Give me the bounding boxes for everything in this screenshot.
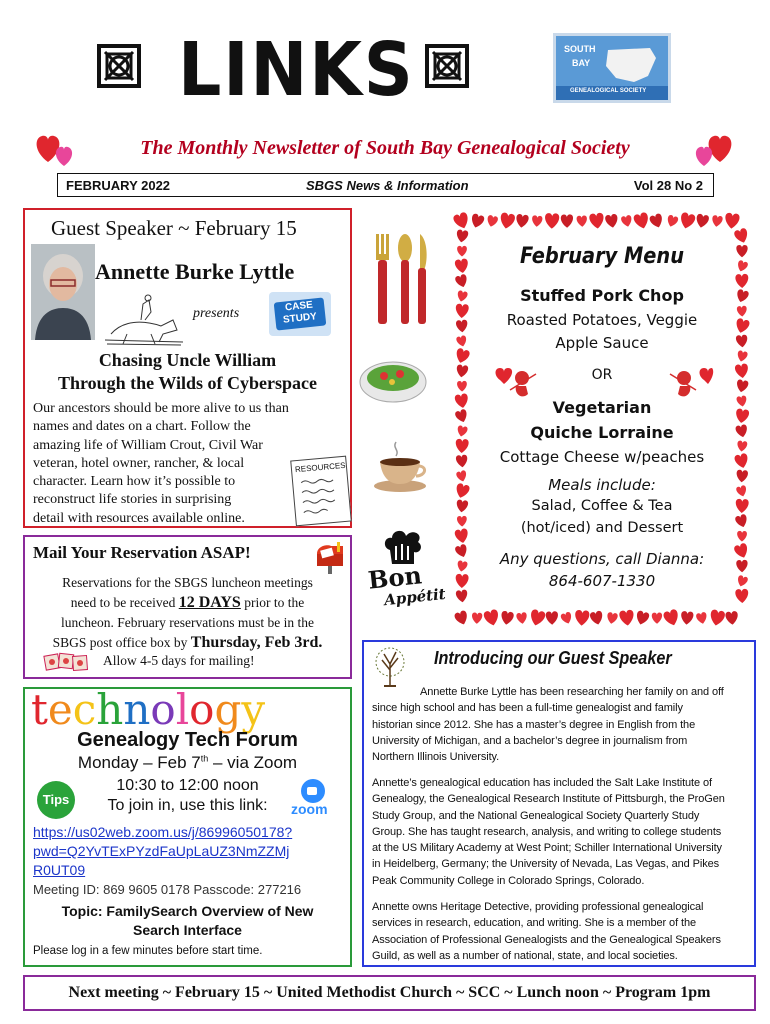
cutlery-icon (368, 232, 434, 328)
menu-item-sides: Roasted Potatoes, Veggie (506, 311, 698, 329)
menu-item-main: Stuffed Pork Chop (520, 286, 684, 305)
border-heart (456, 589, 469, 603)
border-heart (469, 213, 485, 229)
border-heart (709, 609, 726, 627)
logo-text-bay: BAY (572, 58, 591, 68)
technology-letter: t (31, 685, 48, 734)
border-heart (560, 611, 573, 625)
family-tree-icon (370, 646, 410, 688)
menu-phone: 864-607-1330 (548, 572, 656, 590)
intro-line: Genealogy, the Genealogical Research Institute of Pittsburgh, the ProGen (372, 793, 725, 806)
technology-letter: c (72, 685, 97, 734)
zoom-label: zoom (291, 801, 328, 817)
newsletter-subtitle: The Monthly Newsletter of South Bay Genealogical Society (140, 137, 630, 159)
menu-item-applesauce: Apple Sauce (555, 334, 649, 352)
technology-letter: o (150, 685, 176, 734)
border-heart (546, 611, 559, 625)
border-heart (528, 609, 546, 628)
intro-line: Association of Professional Genealogists and the Genealogical Speakers (372, 933, 721, 946)
border-heart (456, 229, 469, 243)
reservation-line2-post: prior to the (240, 595, 305, 610)
speaker-name: Annette Burke Lyttle (95, 259, 295, 284)
technology-letter: h (96, 685, 124, 734)
technology-letter: g (214, 685, 242, 734)
info-bar (57, 173, 714, 197)
logo-text-society: GENEALOGICAL SOCIETY (570, 88, 647, 94)
reservation-line2 (25, 593, 350, 613)
tech-forum-time: 10:30 to 12:00 noon (116, 777, 259, 794)
tech-forum-join: To join in, use this link: (107, 797, 268, 814)
zoom-link-line[interactable]: pwd=Q2YvTExPYzdFaUpLaUZ3NmZZMj (33, 843, 290, 859)
border-heart (515, 214, 529, 229)
intro-line: services in research, education, and writing. She is a member of the (372, 917, 696, 930)
border-heart (619, 609, 635, 626)
intro-paragraph-2 (372, 775, 750, 889)
tech-topic (25, 902, 350, 940)
tech-forum-title: Genealogy Tech Forum (77, 729, 298, 751)
issue-date: FEBRUARY 2022 (66, 178, 171, 193)
border-heart (483, 609, 500, 627)
border-heart (725, 611, 739, 626)
border-heart (724, 213, 740, 230)
border-heart (652, 613, 662, 624)
coffee-cup-icon (372, 440, 428, 494)
stamps-icon (43, 651, 89, 673)
guest-speaker-heading: Guest Speaker ~ February 15 (51, 216, 297, 240)
menu-or: OR (591, 367, 613, 383)
border-heart (711, 215, 723, 228)
intro-line: Northern Illinois University. (372, 751, 500, 764)
border-heart (454, 258, 469, 274)
description-line: Our ancestors should be more alive to us than (33, 401, 289, 416)
section-label: SBGS News & Information (306, 178, 469, 193)
border-heart (663, 608, 681, 627)
resources-label: RESOURCES (294, 460, 346, 475)
border-heart (457, 246, 467, 257)
border-heart (561, 214, 573, 228)
bon-text: Bon (366, 560, 424, 595)
border-heart (452, 212, 471, 231)
technology-letter: n (123, 685, 151, 734)
tech-forum-box (23, 687, 352, 967)
appetit-text: Appétit (383, 584, 447, 610)
tech-date-main: Monday – Feb 7 (77, 753, 201, 772)
menu-quiche: Quiche Lorraine (530, 423, 674, 442)
technology-letter: y (241, 685, 266, 734)
intro-line: in Heidelberg, Germany; the University of Nevada, Las Vegas, and Pikes (372, 858, 720, 871)
menu-questions: Any questions, call Dianna: (499, 550, 705, 568)
border-heart (606, 612, 618, 625)
salad-bowl-icon (358, 352, 428, 406)
logo-text-south: SOUTH (564, 44, 596, 54)
case-study-line1: CASE (284, 299, 314, 314)
meals-include-heading: Meals include: (548, 476, 656, 494)
reservation-line1: Reservations for the SBGS luncheon meetings (62, 575, 313, 590)
border-heart (695, 213, 710, 229)
menu-cottage-cheese: Cottage Cheese w/peaches (499, 448, 705, 466)
reservation-line4 (25, 633, 350, 653)
border-heart (736, 260, 749, 273)
intro-paragraph-1 (372, 684, 750, 765)
celtic-knot-icon-left (97, 44, 141, 88)
twelve-days-emphasis: 12 DAYS (178, 594, 241, 611)
reservation-line2-pre: need to be received (70, 595, 179, 610)
border-heart (635, 610, 650, 626)
zoom-link-line[interactable]: https://us02web.zoom.us/j/86996050178? (33, 824, 293, 840)
tech-date-suffix: th (200, 753, 209, 764)
menu-title: February Menu (520, 244, 684, 269)
talk-description (33, 400, 289, 528)
talk-title-line2: Through the Wilds of Cyberspace (57, 373, 318, 393)
border-heart (499, 212, 516, 230)
intro-line: at the US Military Academy at West Point; Schiller International University (372, 842, 722, 855)
mailing-note: Allow 4-5 days for mailing! (103, 653, 255, 668)
border-heart (574, 610, 589, 626)
mailbox-icon (313, 540, 347, 574)
tech-forum-date (25, 753, 350, 773)
intro-line: historian since 2012. She has a master’s degree in English from the (372, 718, 696, 731)
border-heart (680, 611, 693, 625)
intro-line: Annette’s genealogical education has included the Salt Lake Institute of (372, 777, 712, 789)
reservation-heading: Mail Your Reservation ASAP! (33, 543, 251, 562)
reservation-box (23, 535, 352, 679)
intro-line: Peak Community College in Colorado Springs, Colorado. (372, 874, 645, 887)
meeting-id: Meeting ID: 869 9605 0178 Passcode: 277216 (33, 882, 302, 897)
border-heart (516, 612, 528, 625)
zoom-logo-icon (289, 779, 339, 819)
intro-line: since high school and has been a full-time genealogist and family (372, 702, 683, 715)
border-heart (454, 610, 470, 627)
speaker-intro-box (362, 640, 756, 967)
border-heart (633, 212, 651, 230)
border-heart (649, 213, 665, 230)
intro-line: Study Group, and the National Genealogical Society Quarterly Study (372, 809, 700, 822)
description-line: amazing life of William Crout, Civil War (33, 437, 263, 453)
border-heart (472, 612, 483, 624)
border-heart (545, 213, 560, 229)
description-line: detail with resources available online. (33, 510, 245, 526)
intro-line: Group. She has taught research, analysis, and writing to college students (372, 825, 722, 838)
border-heart (589, 610, 604, 626)
tech-date-via: – via Zoom (208, 753, 298, 772)
rider-sketch-image (103, 290, 185, 346)
meals-include-line2: (hot/iced) and Dessert (520, 520, 684, 536)
border-heart (531, 215, 542, 227)
border-heart (735, 589, 749, 604)
sbgs-logo (553, 33, 671, 103)
technology-letter: l (175, 685, 190, 734)
menu-vegetarian: Vegetarian (552, 398, 652, 417)
technology-word (31, 685, 265, 734)
february-menu (452, 212, 752, 629)
border-heart (576, 215, 587, 227)
reservation-line4-pre: SBGS post office box by (52, 635, 191, 650)
border-heart (733, 227, 750, 244)
volume-number: Vol 28 No 2 (633, 178, 703, 193)
reservation-text (25, 573, 350, 653)
intro-line: Guild, as well as a number of national, state, and local societies. (372, 949, 678, 962)
description-line: character. Learn how it’s possible to (33, 474, 236, 490)
tips-label: Tips (42, 792, 70, 807)
login-note: Please log in a few minutes before start time. (33, 945, 263, 957)
border-heart (666, 214, 679, 228)
intro-line: Annette Burke Lyttle has been researching her family on and off (420, 686, 724, 698)
intro-line: University of Michigan, and a bachelor’s degree in journalism from (372, 734, 688, 747)
intro-paragraph-3 (372, 899, 750, 964)
deadline-emphasis: Thursday, Feb 3rd. (190, 634, 323, 651)
celtic-knot-icon-right (425, 44, 469, 88)
technology-letter: o (189, 685, 215, 734)
technology-letter: e (47, 685, 73, 734)
border-heart (500, 611, 514, 626)
guest-speaker-box (23, 208, 352, 528)
description-line: veteran, hotel owner, rancher, & local (33, 455, 245, 471)
case-study-icon (269, 292, 331, 336)
border-heart (486, 215, 499, 228)
border-heart (621, 215, 634, 228)
next-meeting-footer: Next meeting ~ February 15 ~ United Methodist Church ~ SCC ~ Lunch noon ~ Program 1pm (23, 975, 756, 1011)
border-heart (589, 212, 605, 229)
zoom-meeting-link[interactable] (33, 823, 292, 880)
border-heart (678, 212, 696, 230)
border-heart (736, 245, 747, 257)
tech-topic-line1: Topic: FamilySearch Overview of New (61, 903, 314, 919)
case-study-line2: STUDY (282, 311, 318, 326)
reservation-line3: luncheon. February reservations must be in the (60, 615, 315, 630)
speaker-photo (31, 244, 95, 340)
border-heart (605, 213, 619, 228)
zoom-link-line[interactable]: R0UT09 (33, 862, 86, 878)
technology-banner (31, 685, 265, 734)
tech-topic-line2: Search Interface (133, 922, 242, 938)
resources-note-icon (290, 456, 352, 527)
intro-heading: Introducing our Guest Speaker (434, 648, 672, 668)
talk-title-line1: Chasing Uncle William (98, 350, 277, 370)
meals-include-line1: Salad, Coffee & Tea (531, 498, 673, 514)
border-heart (696, 612, 708, 625)
intro-line: Annette owns Heritage Detective, providing professional genealogical (372, 901, 704, 913)
presents-label: presents (193, 306, 240, 321)
description-line: reconstruct life stories in surprising (33, 492, 232, 508)
description-line: names and dates on a chart. Follow the (33, 419, 251, 435)
newsletter-title: LINKS (178, 27, 415, 113)
